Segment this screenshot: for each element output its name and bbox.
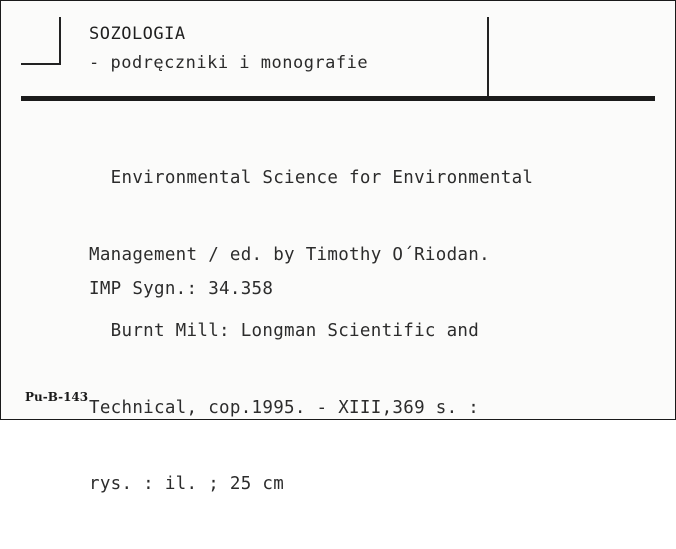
header-underline [21,96,655,101]
entry-line: Technical, cop.1995. - XIII,369 s. : [89,397,480,418]
entry-line: Burnt Mill: Longman Scientific and [89,321,480,341]
card-footer-code: Pu-B-143 [25,390,89,404]
entry-line: Management / ed. by Timothy O´Riodan. [89,244,490,265]
entry-line: rys. : il. ; 25 cm [89,474,285,494]
subject-heading: SOZOLOGIA [89,24,186,44]
corner-mark-horizontal [21,63,61,65]
header-divider [487,17,489,97]
subject-subheading: - podręczniki i monografie [89,53,369,73]
corner-mark-vertical [59,17,61,65]
call-number: IMP Sygn.: 34.358 [89,279,274,299]
bibliographic-entry [89,115,533,549]
entry-line: Environmental Science for Environmental [89,168,534,188]
